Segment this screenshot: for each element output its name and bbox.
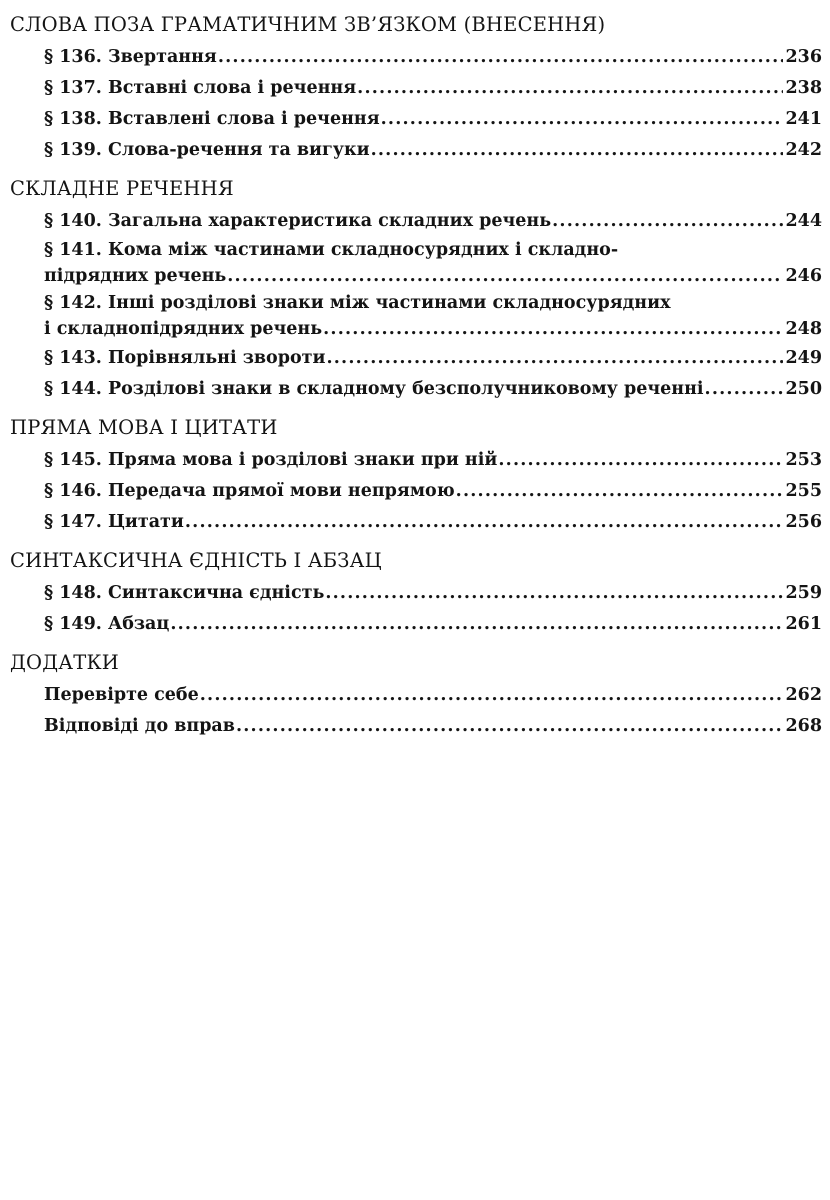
entry-label: § 139. Слова-речення та вигуки xyxy=(44,140,370,160)
toc-section xyxy=(10,411,822,538)
page-number: 259 xyxy=(785,583,822,603)
page-number: 249 xyxy=(785,348,822,368)
toc-entry[interactable] xyxy=(44,374,822,405)
toc-entry[interactable] xyxy=(44,42,822,73)
toc-entry[interactable] xyxy=(44,578,822,609)
entry-label: § 138. Вставлені слова і речення xyxy=(44,109,380,129)
entry-label: § 136. Звертання xyxy=(44,47,217,67)
toc-entry[interactable] xyxy=(44,73,822,104)
toc-entry[interactable] xyxy=(44,445,822,476)
toc-entry[interactable] xyxy=(44,206,822,237)
entry-label: § 140. Загальна характеристика складних речень xyxy=(44,211,552,231)
entry-label: § 145. Пряма мова і розділові знаки при ній xyxy=(44,450,498,470)
page-number: 268 xyxy=(785,716,822,736)
section-title: ДОДАТКИ xyxy=(10,651,119,674)
entry-label: § 147. Цитати xyxy=(44,512,184,532)
dot-leader xyxy=(498,445,783,476)
toc-entry[interactable] xyxy=(44,237,822,290)
page-number: 261 xyxy=(785,614,822,634)
entry-label: Відповіді до вправ xyxy=(44,716,235,736)
toc-entry[interactable] xyxy=(44,104,822,135)
entry-label: § 148. Синтаксична єдність xyxy=(44,583,325,603)
toc-section xyxy=(10,646,822,742)
dot-leader xyxy=(218,42,784,73)
toc-entry[interactable] xyxy=(44,507,822,538)
toc-section xyxy=(10,172,822,405)
toc-entry[interactable] xyxy=(44,680,822,711)
toc-section xyxy=(10,8,822,166)
dot-leader xyxy=(326,343,783,374)
toc-entry[interactable] xyxy=(44,135,822,166)
toc-entry[interactable] xyxy=(44,343,822,374)
entry-label: Перевірте себе xyxy=(44,685,199,705)
section-title: СКЛАДНЕ РЕЧЕННЯ xyxy=(10,177,234,200)
toc-entry[interactable] xyxy=(44,476,822,507)
page-number: 246 xyxy=(785,266,822,286)
entry-label: підрядних речень xyxy=(44,266,227,286)
toc-entry[interactable] xyxy=(44,290,822,343)
page-number: 250 xyxy=(785,379,822,399)
dot-leader xyxy=(381,104,784,135)
entry-label: § 149. Абзац xyxy=(44,614,170,634)
page-number: 236 xyxy=(785,47,822,67)
entry-label: § 137. Вставні слова і речення xyxy=(44,78,357,98)
dot-leader xyxy=(170,609,783,640)
dot-leader xyxy=(456,476,784,507)
section-title: ПРЯМА МОВА І ЦИТАТИ xyxy=(10,416,278,439)
page-number: 262 xyxy=(785,685,822,705)
page-number: 242 xyxy=(785,140,822,160)
dot-leader xyxy=(371,135,784,166)
entry-first-line: § 141. Кома між частинами складносурядних і складно- xyxy=(44,240,619,260)
dot-leader xyxy=(323,316,783,343)
entry-label: § 143. Порівняльні звороти xyxy=(44,348,326,368)
page-number: 255 xyxy=(785,481,822,501)
page-number: 238 xyxy=(785,78,822,98)
page-number: 248 xyxy=(785,319,822,339)
page-number: 241 xyxy=(785,109,822,129)
section-title: СЛОВА ПОЗА ГРАМАТИЧНИМ ЗВ’ЯЗКОМ (ВНЕСЕННЯ) xyxy=(10,13,606,36)
entry-label: § 144. Розділові знаки в складному безсполучниковому реченні xyxy=(44,379,704,399)
entry-label: і складнопідрядних речень xyxy=(44,319,323,339)
toc-entry[interactable] xyxy=(44,609,822,640)
dot-leader xyxy=(552,206,783,237)
entry-label: § 146. Передача прямої мови непрямою xyxy=(44,481,455,501)
entry-first-line: § 142. Інші розділові знаки між частинами складносурядних xyxy=(44,293,671,313)
dot-leader xyxy=(325,578,783,609)
dot-leader xyxy=(357,73,783,104)
dot-leader xyxy=(236,711,784,742)
dot-leader xyxy=(705,374,784,405)
dot-leader xyxy=(227,263,783,290)
dot-leader xyxy=(185,507,784,538)
page-number: 244 xyxy=(785,211,822,231)
toc-entry[interactable] xyxy=(44,711,822,742)
section-title: СИНТАКСИЧНА ЄДНІСТЬ І АБЗАЦ xyxy=(10,549,382,572)
dot-leader xyxy=(200,680,784,711)
page-number: 253 xyxy=(785,450,822,470)
page-number: 256 xyxy=(785,512,822,532)
toc-section xyxy=(10,544,822,640)
